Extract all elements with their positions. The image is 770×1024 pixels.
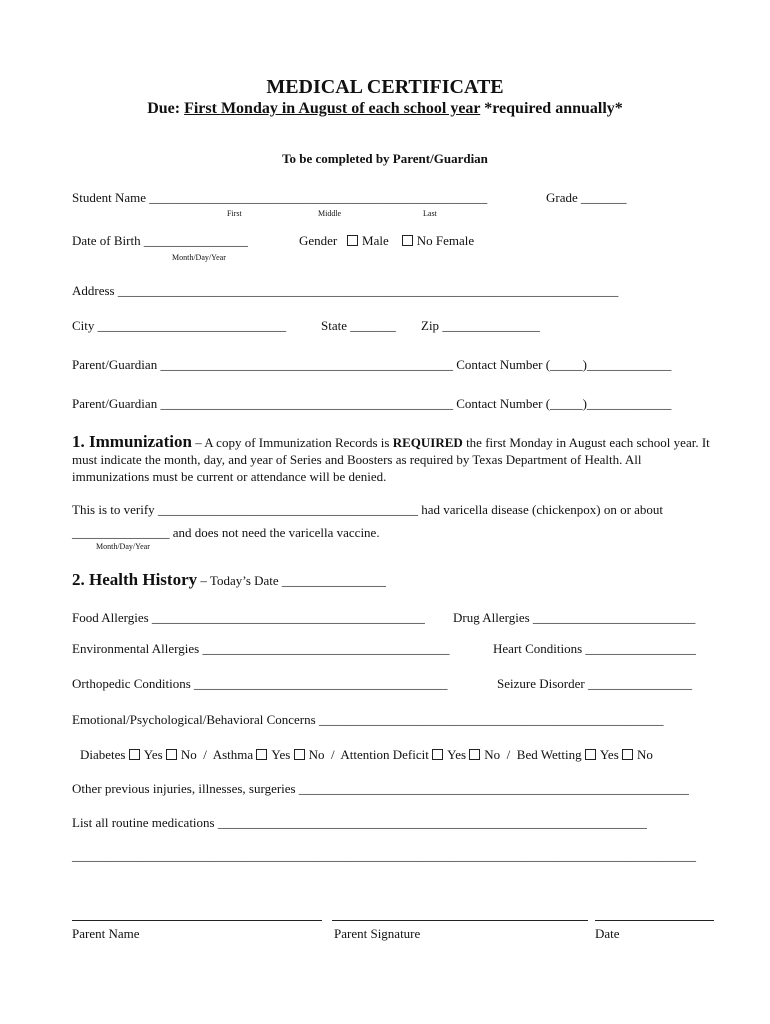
routine-medications-field[interactable]: List all routine medications __________________________________________________________________ [72,815,647,830]
health-history-header [72,570,386,590]
male-checkbox[interactable] [347,235,358,246]
dob-label: Date of Birth [72,233,141,248]
conditions-checklist [80,747,653,763]
city-label: City [72,318,95,333]
guardian-label: Parent/Guardian [72,396,158,411]
form-title: MEDICAL CERTIFICATE [266,76,504,98]
city-field[interactable] [72,318,286,334]
required-emphasis: REQUIRED [392,435,463,450]
seizure-disorder-field[interactable]: Seizure Disorder ________________ [497,676,692,691]
yes-label: Yes [143,747,163,762]
signature-date-label: Date [595,926,620,941]
attention-deficit-no-checkbox[interactable] [469,749,480,760]
varicella-date-blank[interactable]: _______________ [72,525,170,540]
todays-date-field[interactable]: – Today’s Date ________________ [197,573,386,588]
no-label: No [308,747,325,762]
female-label: No Female [416,233,475,248]
parent-name-label: Parent Name [72,926,140,941]
verify-text-a: This is to verify [72,502,155,517]
yes-label: Yes [447,747,467,762]
city-line[interactable]: _____________________________ [97,318,287,333]
dob-line[interactable]: ________________ [143,233,248,248]
yes-label: Yes [599,747,619,762]
address-field[interactable] [72,283,618,299]
guardian-line[interactable]: _____________________________________________ [160,396,453,411]
date-line[interactable] [595,920,714,921]
last-name-hint: Last [423,209,437,218]
address-label: Address [72,283,115,298]
guardian-1-field[interactable] [72,357,671,373]
no-label: No [180,747,197,762]
food-allergies-field[interactable]: Food Allergies __________________________________________ [72,610,425,625]
orthopedic-conditions-field[interactable]: Orthopedic Conditions _______________________________________ [72,676,448,691]
immunization-section [72,433,717,485]
no-label: No [484,747,501,762]
guardian-line[interactable]: _____________________________________________ [160,357,453,372]
varicella-date-hint: Month/Day/Year [96,542,150,551]
zip-field[interactable] [421,318,540,334]
asthma-yes-checkbox[interactable] [256,749,267,760]
separator: / [506,747,511,762]
grade-line[interactable]: _______ [581,190,627,205]
guardian-contact[interactable]: Contact Number (_____)_____________ [456,396,672,411]
address-line[interactable]: _____________________________________________________________________________ [117,283,619,298]
attention-deficit-yes-checkbox[interactable] [432,749,443,760]
student-name-line[interactable]: ____________________________________________________ [149,190,488,205]
environmental-allergies-field[interactable]: Environmental Allergies ______________________________________ [72,641,450,656]
immunization-intro-b: the first Monday in August each school year. It must indicate the month, day, and year of Series and Boosters as required by Texas Department of Health. All immunizations must be current or attendance will be denied. [72,435,710,484]
bed-wetting-no-checkbox[interactable] [622,749,633,760]
emotional-concerns-field[interactable]: Emotional/Psychological/Behavioral Concerns _____________________________________________________ [72,712,664,727]
asthma-label: Asthma [212,747,254,762]
asthma-no-checkbox[interactable] [294,749,305,760]
bed-wetting-yes-checkbox[interactable] [585,749,596,760]
parent-name-line[interactable] [72,920,322,921]
first-name-hint: First [227,209,242,218]
due-prefix: Due: [147,100,185,117]
state-field[interactable] [321,318,396,334]
immunization-heading: 1. Immunization [72,432,192,451]
attention-deficit-label: Attention Deficit [340,747,429,762]
no-label: No [637,747,653,762]
parent-signature-line[interactable] [332,920,588,921]
due-line [0,100,770,118]
due-suffix: *required annually* [480,100,623,117]
verify-text-c: and does not need the varicella vaccine. [172,525,380,540]
due-date-text: First Monday in August of each school year [184,100,481,117]
gender-label: Gender [299,233,338,248]
state-line[interactable]: _______ [350,318,396,333]
zip-line[interactable]: _______________ [442,318,540,333]
health-history-heading: 2. Health History [72,570,198,589]
yes-label: Yes [271,747,291,762]
grade-field[interactable] [546,190,627,206]
diabetes-label: Diabetes [80,747,126,762]
medications-extra-line[interactable]: ________________________________________________________________________________________________ [72,848,696,863]
grade-label: Grade [546,190,578,205]
guardian-2-field[interactable] [72,396,671,412]
state-label: State [321,318,347,333]
female-checkbox[interactable] [402,235,413,246]
varicella-verify-line [72,502,663,518]
separator: / [203,747,207,762]
parent-signature-label: Parent Signature [334,926,421,941]
guardian-label: Parent/Guardian [72,357,158,372]
student-name-field[interactable] [72,190,487,206]
student-name-label: Student Name [72,190,147,205]
separator: / [330,747,335,762]
drug-allergies-field[interactable]: Drug Allergies _________________________ [453,610,696,625]
diabetes-yes-checkbox[interactable] [129,749,140,760]
verify-text-b: had varicella disease (chickenpox) on or about [421,502,664,517]
guardian-contact[interactable]: Contact Number (_____)_____________ [456,357,672,372]
male-label: Male [362,233,389,248]
completed-by-note: To be completed by Parent/Guardian [282,151,488,166]
other-injuries-field[interactable]: Other previous injuries, illnesses, surgeries ____________________________________________________________ [72,781,689,796]
heart-conditions-field[interactable]: Heart Conditions _________________ [493,641,696,656]
middle-name-hint: Middle [318,209,342,218]
bed-wetting-label: Bed Wetting [516,747,582,762]
verify-name-line[interactable]: ________________________________________ [157,502,418,517]
dob-hint: Month/Day/Year [172,253,226,262]
zip-label: Zip [421,318,440,333]
diabetes-no-checkbox[interactable] [166,749,177,760]
gender-field [299,233,474,249]
immunization-intro-a: – A copy of Immunization Records is [191,435,393,450]
varicella-date-line [72,525,380,541]
date-of-birth-field[interactable] [72,233,248,249]
